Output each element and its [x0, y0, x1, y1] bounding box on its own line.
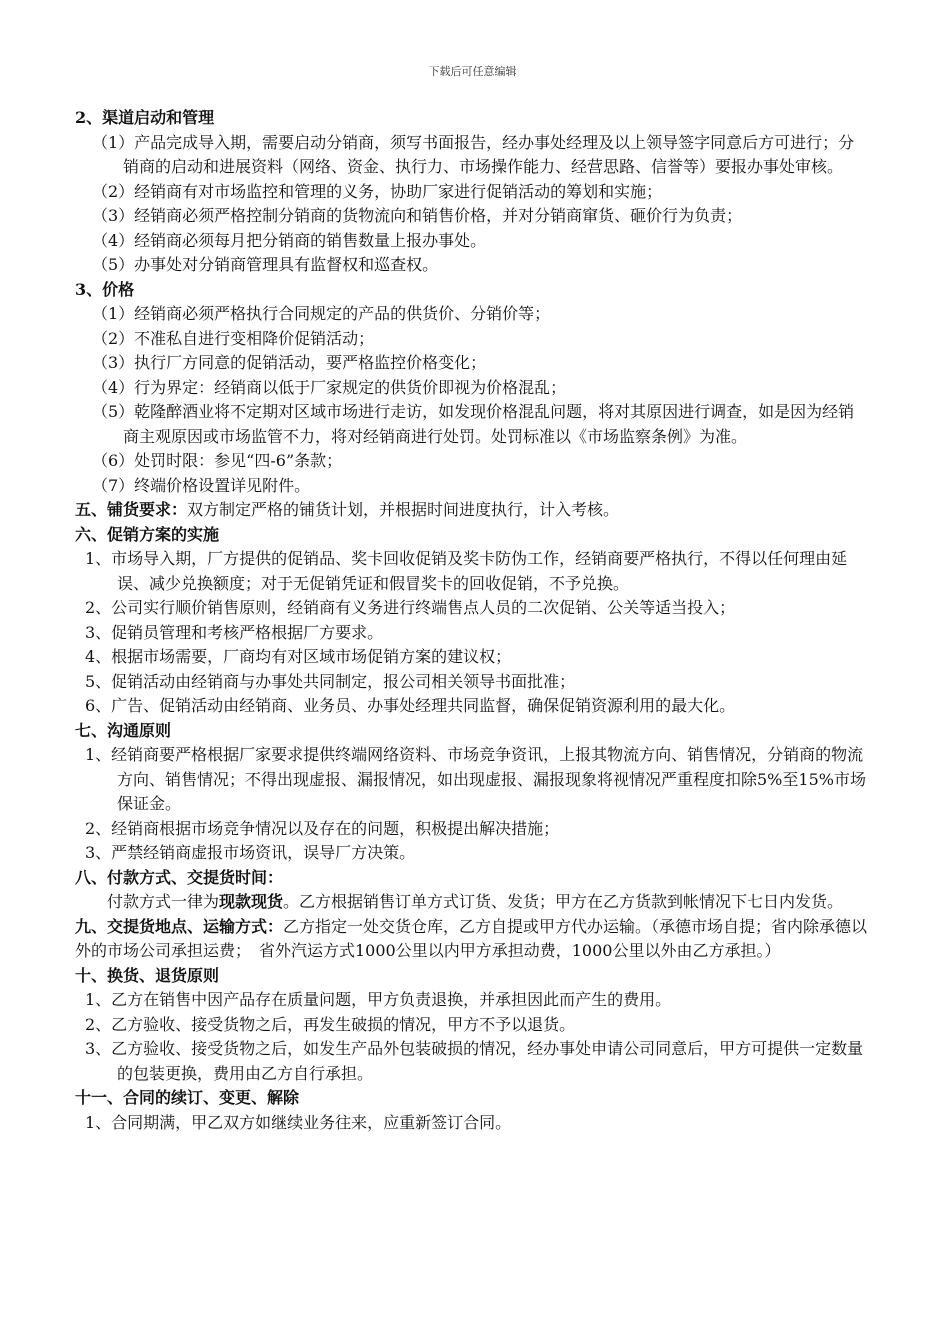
section-distribution — [75, 498, 870, 523]
list-item: 2、乙方验收、接受货物之后，再发生破损的情况，甲方不予以退货。 — [85, 1014, 576, 1034]
list-item: 5、促销活动由经销商与办事处共同制定，报公司相关领导书面批准； — [85, 671, 576, 691]
list-item: （5）乾隆醉酒业将不定期对区域市场进行走访，如发现价格混乱问题，将对其原因进行调查，如是因为经销商主观原因或市场监管不力，将对经销商进行处罚。处罚标准以《市场监察条例》为准。 — [92, 402, 855, 446]
list-item: （4）经销商必须每月把分销商的销售数量上报办事处。 — [92, 230, 487, 250]
section-heading-contract: 十一、合同的续订、变更、解除 — [75, 1088, 300, 1107]
list-item: 1、市场导入期，厂方提供的促销品、奖卡回收促销及奖卡防伪工作，经销商要严格执行，不得以任何理由延误、减少兑换额度；对于无促销凭证和假冒奖卡的回收促销，不予兑换。 — [85, 549, 848, 593]
list-item: 1、乙方在销售中因产品存在质量问题，甲方负责退换，并承担因此而产生的费用。 — [85, 990, 672, 1009]
list-item: （4）行为界定：经销商以低于厂家规定的供货价即视为价格混乱； — [92, 377, 567, 397]
list-item: 4、根据市场需要，厂商均有对区域市场促销方案的建议权； — [85, 647, 512, 666]
section-heading-promotion: 六、促销方案的实施 — [75, 524, 220, 544]
section-text-delivery: 乙方指定一处交货仓库，乙方自提或甲方代办运输。（承德市场自提；省内除承德以外的市场公司承担运费； 省外汽运方式1000公里以内甲方承担动费，1000公里以外由乙方承担。） — [75, 916, 868, 960]
list-item: 2、经销商根据市场竞争情况以及存在的问题，积极提出解决措施； — [85, 818, 560, 838]
section-label-distribution: 五、铺货要求： — [75, 500, 188, 519]
list-item: （1）产品完成导入期，需要启动分销商，须写书面报告，经办事处经理及以上领导签字同意后方可进行；分销商的启动和进展资料（网络、资金、执行力、市场操作能力、经营思路、信誉等）要报办事处审核。 — [92, 132, 855, 176]
list-item: （3）执行厂方同意的促销活动，要严格监控价格变化； — [92, 353, 487, 372]
list-item: 1、合同期满，甲乙双方如继续业务往来，应重新签订合同。 — [85, 1112, 512, 1132]
list-item: 1、经销商要严格根据厂家要求提供终端网络资料、市场竞争资讯，上报其物流方向、销售情况，分销商的物流方向、销售情况；不得出现虚报、漏报情况，如出现虚报、漏报现象将视情况严重程度扣除5%至15%市场保证金。 — [85, 745, 866, 813]
list-item: （2）不准私自进行变相降价促销活动； — [92, 328, 375, 348]
list-item: 3、乙方验收、接受货物之后，如发生产品外包装破损的情况，经办事处申请公司同意后，甲方可提供一定数量的包装更换，费用由乙方自行承担。 — [85, 1039, 864, 1083]
section-heading-channel: 2、渠道启动和管理 — [75, 108, 215, 127]
list-item: （7）终端价格设置详见附件。 — [92, 475, 311, 495]
list-item: 3、严禁经销商虚报市场资讯，误导厂方决策。 — [85, 843, 416, 862]
list-item: （6）处罚时限：参见“四-6”条款； — [92, 451, 343, 470]
list-item: 2、公司实行顺价销售原则，经销商有义务进行终端售点人员的二次促销、公关等适当投入； — [85, 598, 736, 617]
list-item: （1）经销商必须严格执行合同规定的产品的供货价、分销价等； — [92, 304, 551, 323]
section-heading-price: 3、价格 — [75, 279, 135, 299]
section-text-distribution: 双方制定严格的铺货计划，并根据时间进度执行，计入考核。 — [187, 500, 620, 519]
payment-text-after: 。乙方根据销售订单方式订货、发货；甲方在乙方货款到帐情况下七日内发货。 — [283, 892, 844, 911]
section-delivery — [75, 915, 870, 964]
section-heading-payment: 八、付款方式、交提货时间： — [75, 867, 284, 887]
list-item: （2）经销商有对市场监控和管理的义务，协助厂家进行促销活动的筹划和实施； — [92, 181, 663, 201]
section-text-payment — [75, 890, 870, 915]
list-item: 6、广告、促销活动由经销商、业务员、办事处经理共同监督，确保促销资源利用的最大化。 — [85, 696, 736, 715]
section-label-delivery: 九、交提货地点、运输方式： — [75, 916, 284, 936]
list-item: 3、促销员管理和考核严格根据厂方要求。 — [85, 622, 384, 642]
payment-text-before: 付款方式一律为 — [107, 892, 220, 911]
section-heading-returns: 十、换货、退货原则 — [75, 965, 220, 985]
page-header: 下载后可任意编辑 — [428, 65, 517, 78]
section-heading-communication: 七、沟通原则 — [75, 720, 172, 740]
list-item: （5）办事处对分销商管理具有监督权和巡查权。 — [92, 255, 439, 274]
list-item: （3）经销商必须严格控制分销商的货物流向和销售价格，并对分销商窜货、砸价行为负责； — [92, 206, 743, 225]
payment-text-bold: 现款现货 — [219, 892, 284, 911]
